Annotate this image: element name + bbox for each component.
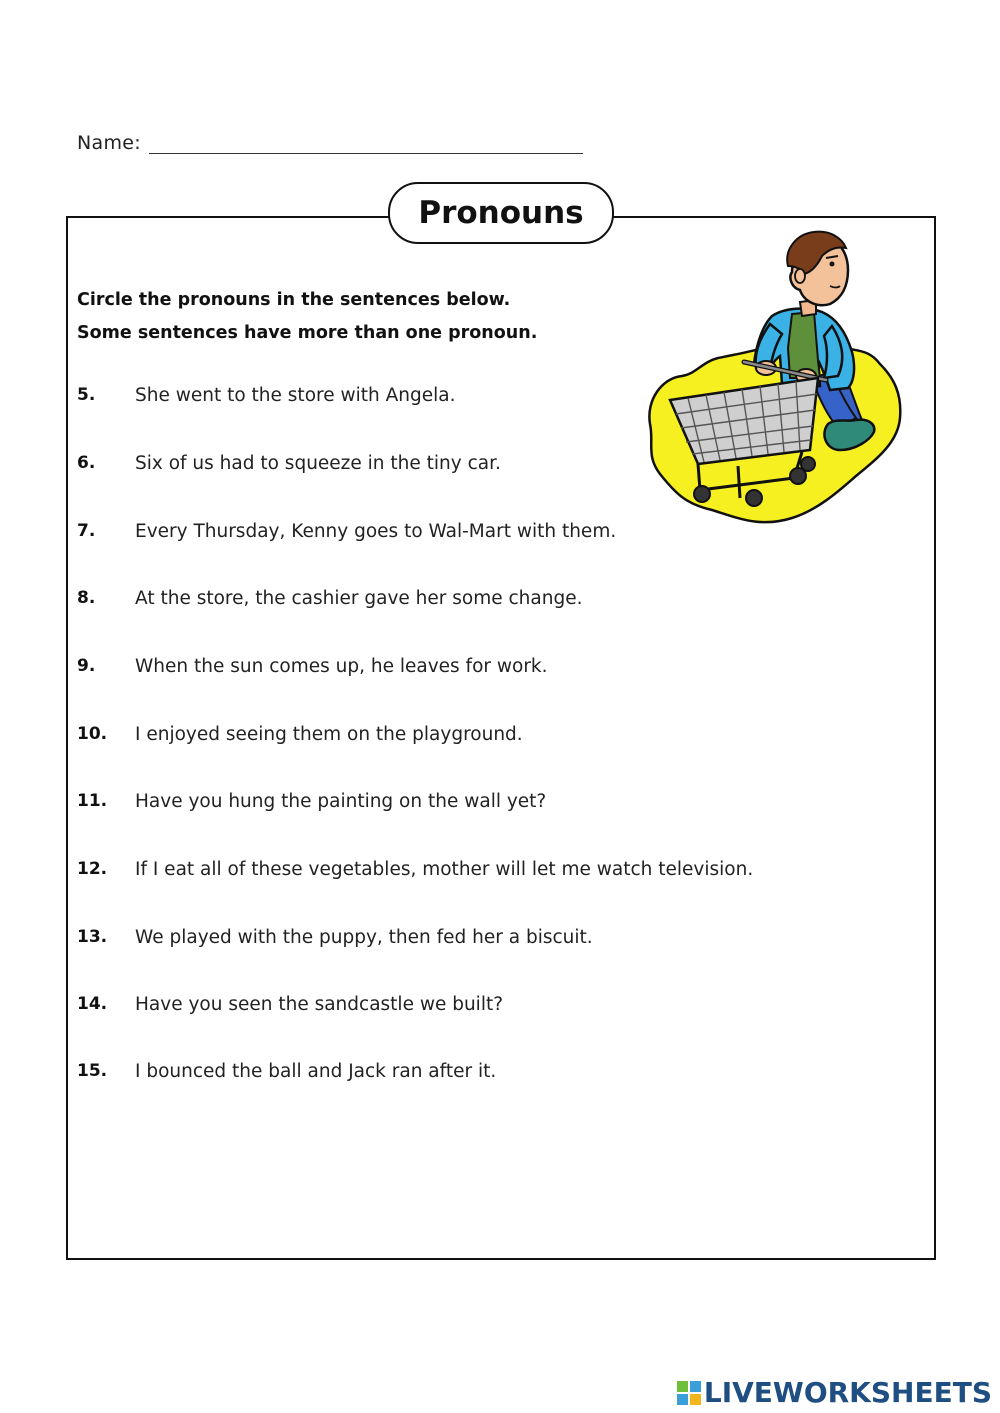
worksheet-title: Pronouns <box>388 182 614 244</box>
question-item <box>77 521 616 542</box>
instructions <box>77 284 537 350</box>
question-item <box>77 1061 496 1082</box>
question-number: 10. <box>77 724 108 744</box>
question-text[interactable]: She went to the store with Angela. <box>135 385 456 406</box>
question-number: 11. <box>77 791 108 811</box>
question-number: 8. <box>77 588 96 608</box>
name-label: Name: <box>77 132 141 154</box>
question-item <box>77 859 753 880</box>
question-number: 13. <box>77 927 108 947</box>
question-item <box>77 588 582 609</box>
liveworksheets-logo <box>677 1376 992 1409</box>
question-text[interactable]: Have you seen the sandcastle we built? <box>135 994 504 1015</box>
question-text[interactable]: When the sun comes up, he leaves for work. <box>135 656 548 677</box>
question-number: 6. <box>77 453 96 473</box>
question-number: 12. <box>77 859 108 879</box>
question-item <box>77 656 548 677</box>
question-item <box>77 724 523 745</box>
instruction-line-1: Circle the pronouns in the sentences below. <box>77 290 511 310</box>
question-text[interactable]: If I eat all of these vegetables, mother will let me watch television. <box>135 859 754 880</box>
question-number: 9. <box>77 656 96 676</box>
question-text[interactable]: Every Thursday, Kenny goes to Wal-Mart with them. <box>135 521 617 542</box>
liveworksheets-brand: LIVEWORKSHEETS <box>703 1376 992 1409</box>
question-item <box>77 453 501 474</box>
instruction-line-2: Some sentences have more than one pronoun. <box>77 323 538 343</box>
man-pushing-shopping-cart-icon <box>642 228 904 532</box>
question-number: 7. <box>77 521 96 541</box>
question-item <box>77 927 593 948</box>
question-text[interactable]: Six of us had to squeeze in the tiny car. <box>135 453 501 474</box>
question-item <box>77 791 546 812</box>
question-number: 14. <box>77 994 108 1014</box>
question-text[interactable]: At the store, the cashier gave her some change. <box>135 588 583 609</box>
question-number: 15. <box>77 1061 108 1081</box>
question-number: 5. <box>77 385 96 405</box>
name-blank-line[interactable] <box>149 133 583 154</box>
question-text[interactable]: I bounced the ball and Jack ran after it. <box>135 1061 497 1082</box>
liveworksheets-logo-icon <box>677 1381 701 1405</box>
question-text[interactable]: I enjoyed seeing them on the playground. <box>135 724 523 745</box>
question-text[interactable]: Have you hung the painting on the wall yet? <box>135 791 547 812</box>
question-item <box>77 385 455 406</box>
name-field <box>77 132 583 154</box>
question-item <box>77 994 503 1015</box>
question-text[interactable]: We played with the puppy, then fed her a biscuit. <box>135 927 593 948</box>
